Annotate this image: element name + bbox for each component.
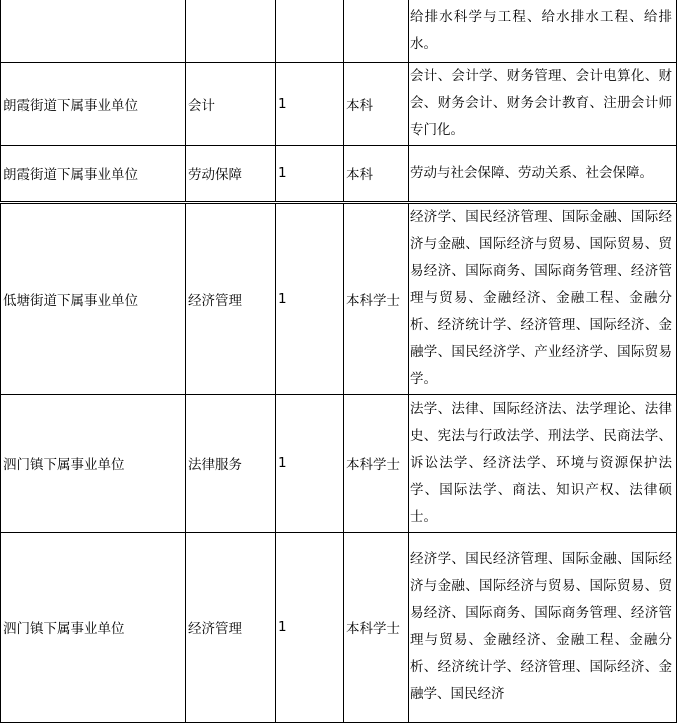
count-cell: 1 [276,532,344,722]
position-cell: 劳动保障 [186,145,276,202]
majors-cell: 经济学、国民经济管理、国际金融、国际经济与金融、国际经济与贸易、国际贸易、贸易经济、国际商务、国际商务管理、经济管理与贸易、金融经济、金融工程、金融分析、经济统计学、经济管理、国际经济、金融学、国民经济 [409,532,677,722]
unit-cell: 泗门镇下属事业单位 [1,394,186,532]
majors-cell: 会计、会计学、财务管理、会计电算化、财会、财务会计、财务会计教育、注册会计师专门化。 [409,62,677,145]
unit-cell [1,0,186,62]
count-cell: 1 [276,145,344,202]
unit-cell: 低塘街道下属事业单位 [1,202,186,394]
majors-cell: 劳动与社会保障、劳动关系、社会保障。 [409,145,677,202]
count-cell: 1 [276,394,344,532]
education-cell: 本科学士 [344,202,409,394]
unit-cell: 泗门镇下属事业单位 [1,532,186,722]
majors-cell: 给排水科学与工程、给水排水工程、给排水。 [409,0,677,62]
count-cell: 1 [276,62,344,145]
education-cell: 本科 [344,62,409,145]
education-cell: 本科 [344,145,409,202]
table-row [1,202,677,394]
position-cell: 经济管理 [186,202,276,394]
position-cell: 会计 [186,62,276,145]
table-row [1,394,677,532]
table-row [1,145,677,202]
position-cell [186,0,276,62]
majors-cell: 法学、法律、国际经济法、法学理论、法律史、宪法与行政法学、刑法学、民商法学、诉讼法学、经济法学、环境与资源保护法学、国际法学、商法、知识产权、法律硕士。 [409,394,677,532]
majors-cell: 经济学、国民经济管理、国际金融、国际经济与金融、国际经济与贸易、国际贸易、贸易经济、国际商务、国际商务管理、经济管理与贸易、金融经济、金融工程、金融分析、经济统计学、经济管理、国际经济、金融学、国民经济学、产业经济学、国际贸易学。 [409,202,677,394]
table-row [1,0,677,62]
position-cell: 法律服务 [186,394,276,532]
position-cell: 经济管理 [186,532,276,722]
education-cell [344,0,409,62]
unit-cell: 朗霞街道下属事业单位 [1,145,186,202]
unit-cell: 朗霞街道下属事业单位 [1,62,186,145]
table-row [1,532,677,722]
education-cell: 本科学士 [344,532,409,722]
count-cell: 1 [276,202,344,394]
count-cell [276,0,344,62]
table-row [1,62,677,145]
education-cell: 本科学士 [344,394,409,532]
